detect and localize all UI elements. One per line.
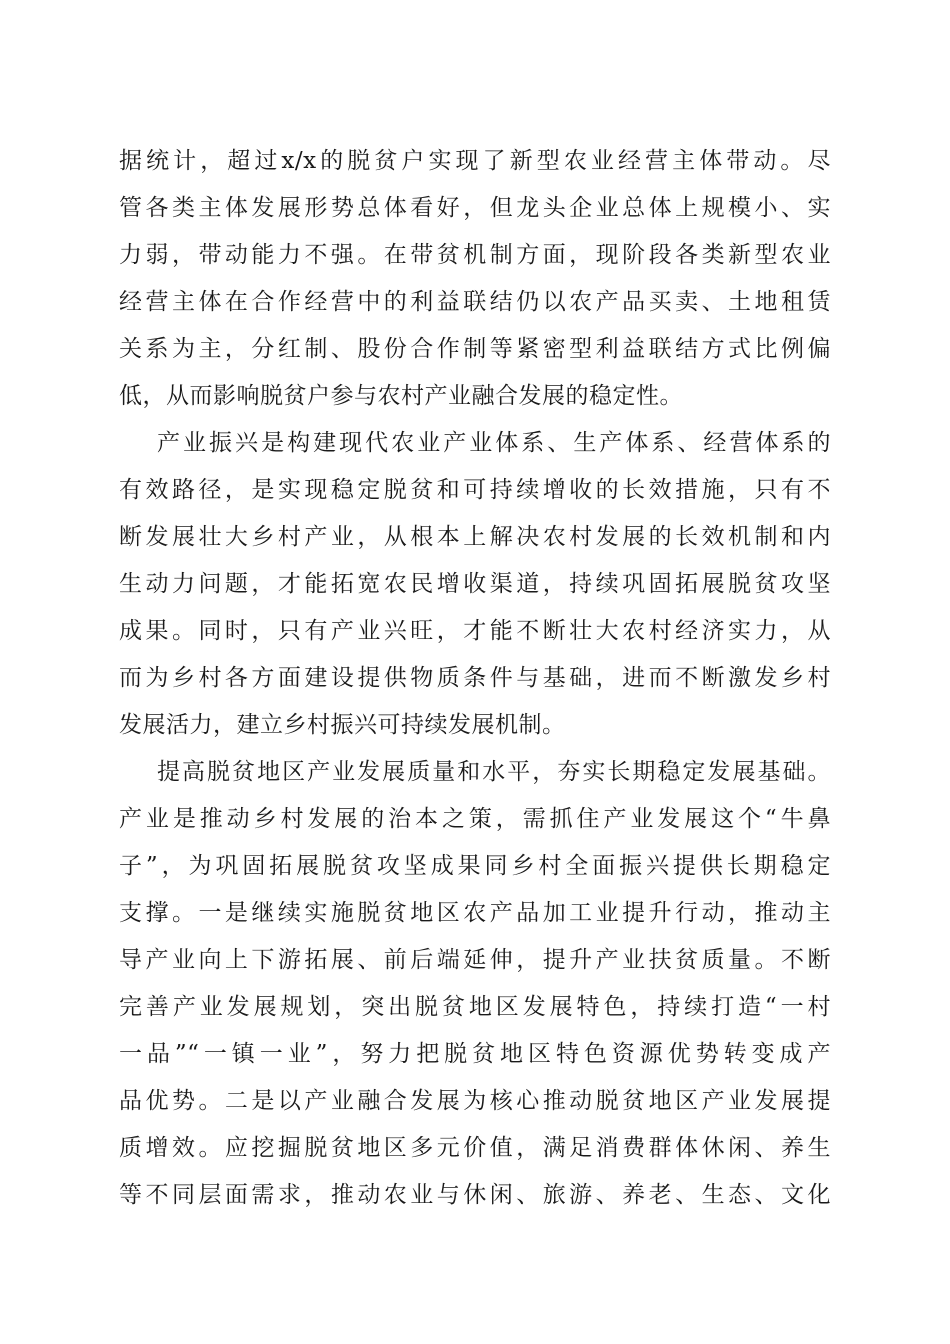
text-line: 管各类主体发展形势总体看好，但龙头企业总体上规模小、实	[119, 195, 831, 221]
text-line: 子”，为巩固拓展脱贫攻坚成果同乡村全面振兴提供长期稳定	[119, 853, 831, 879]
text-line: 品优势。二是以产业融合发展为核心推动脱贫地区产业发展提	[119, 1088, 831, 1114]
text-line: 成果。同时，只有产业兴旺，才能不断壮大农村经济实力，从	[119, 618, 831, 644]
text-line: 一品”“一镇一业”，努力把脱贫地区特色资源优势转变成产	[119, 1041, 831, 1067]
paragraph-first-line: 提高脱贫地区产业发展质量和水平，夯实长期稳定发展基础。	[157, 759, 831, 785]
text-line: 完善产业发展规划，突出脱贫地区发展特色，持续打造“一村	[119, 994, 831, 1020]
paragraph-first-line: 产业振兴是构建现代农业产业体系、生产体系、经营体系的	[157, 430, 831, 456]
text-line: 质增效。应挖掘脱贫地区多元价值，满足消费群体休闲、养生	[119, 1135, 831, 1161]
text-line: 据统计，超过x/x的脱贫户实现了新型农业经营主体带动。尽	[119, 148, 831, 174]
text-line: 而为乡村各方面建设提供物质条件与基础，进而不断激发乡村	[119, 665, 831, 691]
text-line: 断发展壮大乡村产业，从根本上解决农村发展的长效机制和内	[119, 524, 831, 550]
text-line: 关系为主，分红制、股份合作制等紧密型利益联结方式比例偏	[119, 336, 831, 362]
text-line: 力弱，带动能力不强。在带贫机制方面，现阶段各类新型农业	[119, 242, 831, 268]
text-line: 发展活力，建立乡村振兴可持续发展机制。	[119, 712, 566, 738]
text-line: 产业是推动乡村发展的治本之策，需抓住产业发展这个“牛鼻	[119, 806, 831, 832]
text-line: 等不同层面需求，推动农业与休闲、旅游、养老、生态、文化	[119, 1182, 831, 1208]
text-line: 经营主体在合作经营中的利益联结仍以农产品买卖、土地租赁	[119, 289, 831, 315]
text-line: 生动力问题，才能拓宽农民增收渠道，持续巩固拓展脱贫攻坚	[119, 571, 831, 597]
text-line: 低，从而影响脱贫户参与农村产业融合发展的稳定性。	[119, 383, 683, 409]
text-line: 导产业向上下游拓展、前后端延伸，提升产业扶贫质量。不断	[119, 947, 831, 973]
text-line: 支撑。一是继续实施脱贫地区农产品加工业提升行动，推动主	[119, 900, 831, 926]
text-line: 有效路径，是实现稳定脱贫和可持续增收的长效措施，只有不	[119, 477, 831, 503]
document-body	[119, 138, 831, 1219]
